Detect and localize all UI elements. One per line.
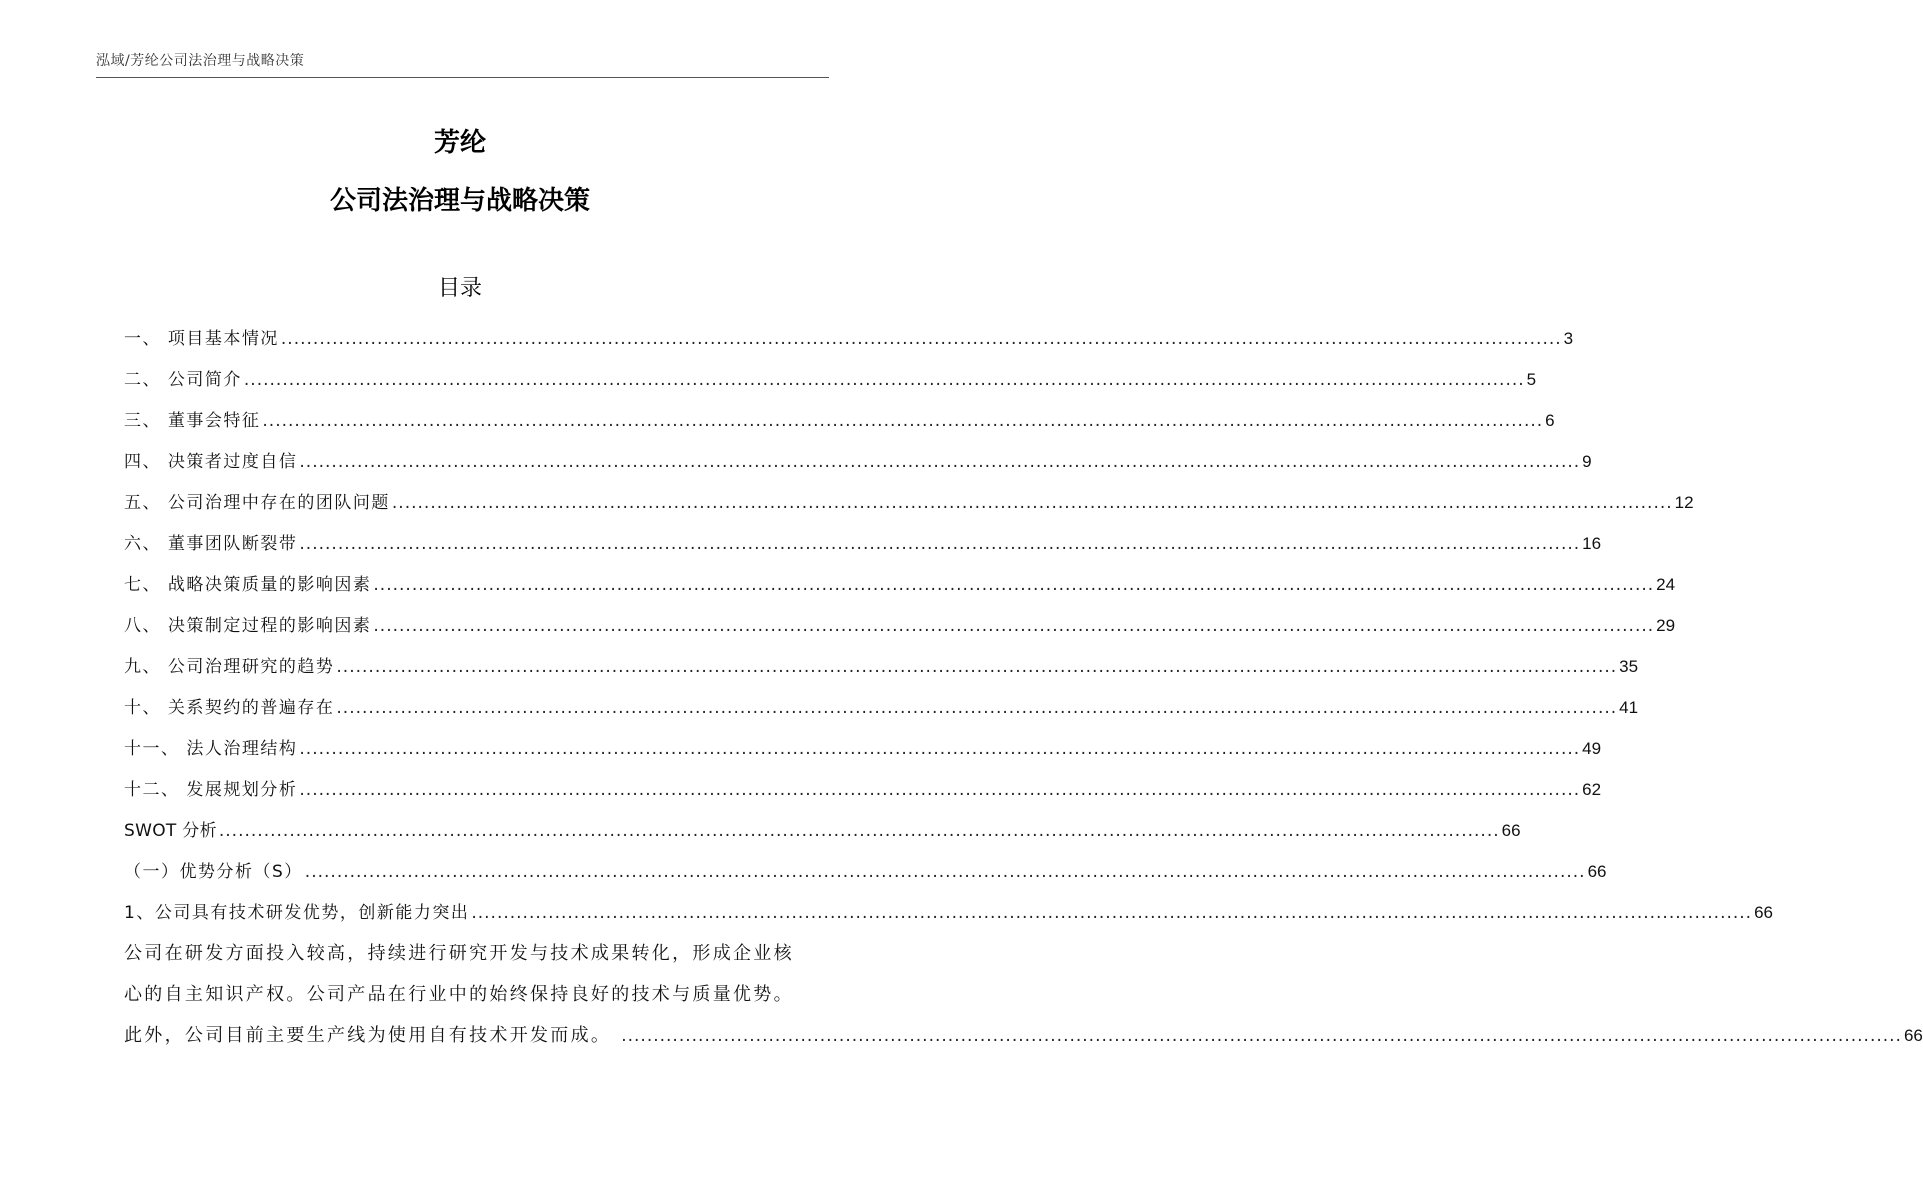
toc-paragraph-line: 公司在研发方面投入较高，持续进行研究开发与技术成果转化，形成企业核 xyxy=(124,943,794,964)
toc-leader-dots: ........................................................................................................................................................................................................ xyxy=(243,370,1525,390)
toc-leader-dots: ........................................................................................................................................................................................................ xyxy=(280,329,1562,349)
toc-leader-dots: ........................................................................................................................................................................................................ xyxy=(299,739,1581,759)
toc-leader-dots: ........................................................................................................................................................................................................ xyxy=(304,862,1586,882)
toc-entry[interactable] xyxy=(124,769,1602,810)
toc-entry-label: 一、 项目基本情况 xyxy=(124,329,279,349)
toc-leader-dots: ........................................................................................................................................................................................................ xyxy=(471,903,1753,923)
document-title: 芳纶 xyxy=(433,128,486,158)
toc-leader-dots: ........................................................................................................................................................................................................ xyxy=(373,616,1655,636)
toc-entry-label: 六、 董事团队断裂带 xyxy=(124,534,298,554)
toc-entry[interactable] xyxy=(124,318,1574,359)
toc-entry-label: SWOT 分析 xyxy=(124,821,217,841)
toc-entry-page: 35 xyxy=(1619,657,1639,676)
toc-leader-dots: ........................................................................................................................................................................................................ xyxy=(621,1026,1902,1046)
toc-entry[interactable] xyxy=(124,851,1607,892)
toc-entry[interactable] xyxy=(124,482,1694,523)
toc-entry-page: 6 xyxy=(1545,411,1555,430)
toc-entry[interactable] xyxy=(124,646,1639,687)
toc-entry-label: 七、 战略决策质量的影响因素 xyxy=(124,575,372,595)
toc-entry[interactable] xyxy=(124,359,1537,400)
toc-entry-page: 62 xyxy=(1582,780,1602,799)
toc-entry-page: 9 xyxy=(1582,452,1592,471)
toc-leader-dots: ........................................................................................................................................................................................................ xyxy=(299,534,1581,554)
toc-entry-page: 66 xyxy=(1754,903,1774,922)
toc-entry-label: 十、 关系契约的普遍存在 xyxy=(124,698,335,718)
toc-heading: 目录 xyxy=(437,276,482,301)
toc-entry[interactable] xyxy=(124,441,1592,482)
toc-entry-page: 5 xyxy=(1526,370,1537,389)
toc-entry-label: 九、 公司治理研究的趋势 xyxy=(124,657,335,677)
toc-leader-dots: ........................................................................................................................................................................................................ xyxy=(391,493,1673,513)
table-of-contents xyxy=(124,318,1923,1056)
page-header: 泓域/芳纶公司法治理与战略决策 xyxy=(96,53,305,69)
toc-leader-dots: ........................................................................................................................................................................................................ xyxy=(262,411,1544,431)
toc-entry-page: 29 xyxy=(1656,616,1676,635)
toc-paragraph-line: 心的自主知识产权。公司产品在行业中的始终保持良好的技术与质量优势。 xyxy=(124,984,794,1005)
toc-entry-label: 1、公司具有技术研发优势，创新能力突出 xyxy=(124,903,470,923)
toc-leader-dots: ........................................................................................................................................................................................................ xyxy=(299,452,1581,472)
toc-entry-label: （一）优势分析（S） xyxy=(124,862,303,882)
toc-leader-dots: ........................................................................................................................................................................................................ xyxy=(336,698,1618,718)
toc-entry-label: 八、 决策制定过程的影响因素 xyxy=(124,616,372,636)
toc-leader-dots: ........................................................................................................................................................................................................ xyxy=(218,821,1500,841)
toc-entry-label: 二、 公司简介 xyxy=(124,370,242,390)
toc-entry-label: 五、 公司治理中存在的团队问题 xyxy=(124,493,390,513)
toc-entry-page: 66 xyxy=(1587,862,1607,881)
toc-entry-label: 十一、 法人治理结构 xyxy=(124,739,298,759)
header-rule xyxy=(96,77,829,78)
toc-entry-label: 三、 董事会特征 xyxy=(124,411,261,431)
toc-entry-page: 3 xyxy=(1563,329,1574,348)
toc-entry[interactable] xyxy=(124,687,1639,728)
toc-entry[interactable] xyxy=(124,605,1676,646)
toc-entry[interactable] xyxy=(124,400,1555,441)
document-subtitle: 公司法治理与战略决策 xyxy=(329,186,590,216)
toc-entry[interactable] xyxy=(124,1015,1923,1056)
toc-entry[interactable] xyxy=(124,810,1521,851)
toc-entry-page: 49 xyxy=(1582,739,1602,758)
toc-entry-label: 此外，公司目前主要生产线为使用自有技术开发而成。 xyxy=(124,1025,612,1046)
toc-entry-page: 12 xyxy=(1674,493,1694,512)
toc-entry-page: 41 xyxy=(1619,698,1639,717)
toc-entry-label: 十二、 发展规划分析 xyxy=(124,780,298,800)
toc-leader-dots: ........................................................................................................................................................................................................ xyxy=(373,575,1655,595)
toc-entry[interactable] xyxy=(124,564,1676,605)
toc-entry-label: 四、 决策者过度自信 xyxy=(124,452,298,472)
toc-leader-dots: ........................................................................................................................................................................................................ xyxy=(336,657,1618,677)
toc-entry-page: 66 xyxy=(1501,821,1521,840)
toc-entry-page: 24 xyxy=(1656,575,1676,594)
toc-entry[interactable] xyxy=(124,892,1774,933)
toc-leader-dots: ........................................................................................................................................................................................................ xyxy=(299,780,1581,800)
toc-entry-page: 16 xyxy=(1582,534,1602,553)
toc-entry-page: 66 xyxy=(1903,1026,1923,1045)
toc-entry[interactable] xyxy=(124,728,1602,769)
toc-entry[interactable] xyxy=(124,523,1602,564)
